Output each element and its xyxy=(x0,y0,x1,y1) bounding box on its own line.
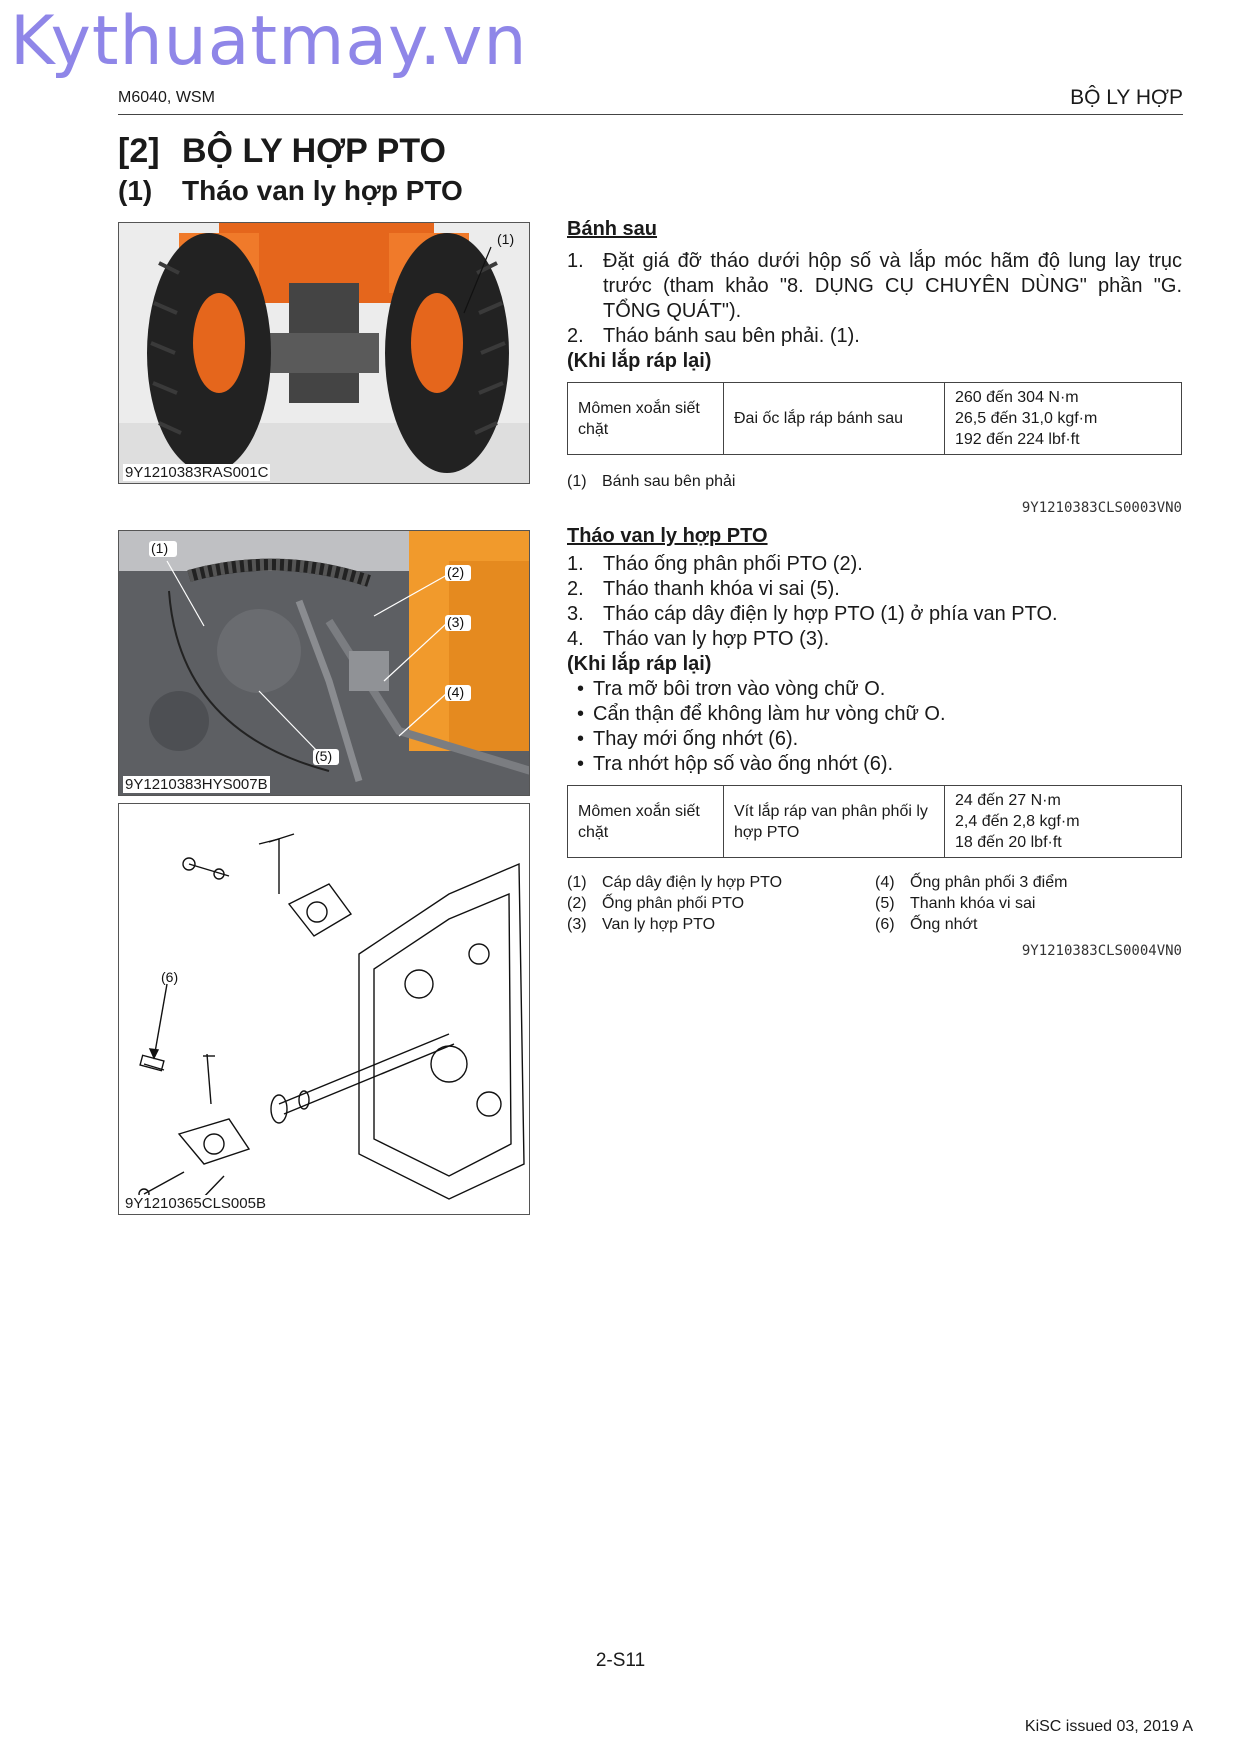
legend-item: (2) Ống phân phối PTO xyxy=(567,895,745,912)
watermark-text: Kythuatmay.vn xyxy=(10,2,528,81)
figure2-callout-4: (4) xyxy=(447,684,465,700)
torque-item-cell: Vít lắp ráp van phân phối ly hợp PTO xyxy=(724,786,945,858)
legend-item: (6) Ống nhớt xyxy=(875,916,978,933)
pto-valve-step: 1. Tháo ống phân phối PTO (2). xyxy=(567,553,863,575)
rear-wheel-torque-table xyxy=(567,382,1182,455)
reassembly-bullet: • Cẩn thận để không làm hư vòng chữ O. xyxy=(577,703,946,725)
section-number: [2] xyxy=(118,132,160,170)
pto-valve-title: Tháo van ly hợp PTO xyxy=(567,525,768,547)
figure3-callout-6: (6) xyxy=(161,969,179,985)
torque-label-cell: Mômen xoắn siết chặt xyxy=(568,383,724,455)
section-heading xyxy=(118,132,446,171)
header-divider xyxy=(118,114,1183,115)
figure1-callout-1: (1) xyxy=(497,231,515,247)
rear-wheel-section xyxy=(567,218,1182,516)
rear-wheel-legend xyxy=(567,471,1182,492)
legend-item: (1) Cáp dây điện ly hợp PTO xyxy=(567,874,783,891)
header-chapter: BỘ LY HỢP xyxy=(1070,86,1183,109)
subsection-heading xyxy=(118,175,463,207)
section-title: BỘ LY HỢP PTO xyxy=(182,132,446,170)
header-model: M6040, WSM xyxy=(118,89,215,106)
pto-valve-section xyxy=(567,525,1182,959)
exploded-parts-illustration xyxy=(119,804,530,1215)
figure2-callout-2: (2) xyxy=(447,564,465,580)
tractor-rear-illustration xyxy=(119,223,530,484)
pto-valve-step: 3. Tháo cáp dây điện ly hợp PTO (1) ở phía van PTO. xyxy=(567,603,1058,625)
issue-note: KiSC issued 03, 2019 A xyxy=(1024,1718,1193,1735)
pto-valve-illustration xyxy=(119,531,530,796)
pto-valve-torque-table xyxy=(567,785,1182,858)
figure-pto-valve-photo xyxy=(118,530,530,796)
pto-valve-legend xyxy=(567,872,1182,935)
reassembly-bullet: • Tra mỡ bôi trơn vào vòng chữ O. xyxy=(577,678,886,700)
torque-item-cell: Đai ốc lắp ráp bánh sau xyxy=(724,383,945,455)
reassembly-bullet: • Tra nhớt hộp số vào ống nhớt (6). xyxy=(577,753,894,775)
figure1-caption: 9Y1210383RAS001C xyxy=(125,464,269,481)
pto-valve-step: 2. Tháo thanh khóa vi sai (5). xyxy=(567,578,840,600)
figure2-callout-5: (5) xyxy=(315,748,333,764)
subsection-number: (1) xyxy=(118,175,153,206)
legend-item: (1) Bánh sau bên phải xyxy=(567,473,736,490)
rear-wheel-reassembly-heading: (Khi lắp ráp lại) xyxy=(567,350,712,372)
pto-valve-doc-code: 9Y1210383CLS0004VN0 xyxy=(1021,943,1182,959)
figure2-callout-1: (1) xyxy=(151,540,169,556)
reassembly-bullet: • Thay mới ống nhớt (6). xyxy=(577,728,799,750)
pto-valve-reassembly-heading: (Khi lắp ráp lại) xyxy=(567,653,712,675)
rear-wheel-step: 1. Đặt giá đỡ tháo dưới hộp số và lắp móc hãm độ lung lay trục trước (tham khảo "8. DỤNG CỤ CHUYÊN DÙNG" phần "G. TỔNG QUÁT"). xyxy=(567,250,1182,322)
rear-wheel-title: Bánh sau xyxy=(567,218,658,240)
torque-values-cell: 260 đến 304 N·m 26,5 đến 31,0 kgf·m 192 đến 224 lbf·ft xyxy=(945,383,1182,455)
figure-rear-wheel-photo xyxy=(118,222,530,484)
figure3-caption: 9Y1210365CLS005B xyxy=(125,1195,266,1212)
page-number: 2-S11 xyxy=(595,1650,646,1671)
torque-label-cell: Mômen xoắn siết chặt xyxy=(568,786,724,858)
legend-item: (5) Thanh khóa vi sai xyxy=(875,895,1036,912)
subsection-title: Tháo van ly hợp PTO xyxy=(182,175,463,206)
torque-values-cell: 24 đến 27 N·m 2,4 đến 2,8 kgf·m 18 đến 20 lbf·ft xyxy=(945,786,1182,858)
rear-wheel-doc-code: 9Y1210383CLS0003VN0 xyxy=(1021,500,1182,516)
legend-item: (4) Ống phân phối 3 điểm xyxy=(875,874,1068,891)
figure2-callout-3: (3) xyxy=(447,614,465,630)
figure2-caption: 9Y1210383HYS007B xyxy=(125,776,268,793)
pto-valve-step: 4. Tháo van ly hợp PTO (3). xyxy=(567,628,830,650)
rear-wheel-step: 2. Tháo bánh sau bên phải. (1). xyxy=(567,325,860,347)
figure-exploded-diagram xyxy=(118,803,530,1215)
legend-item: (3) Van ly hợp PTO xyxy=(567,916,716,933)
